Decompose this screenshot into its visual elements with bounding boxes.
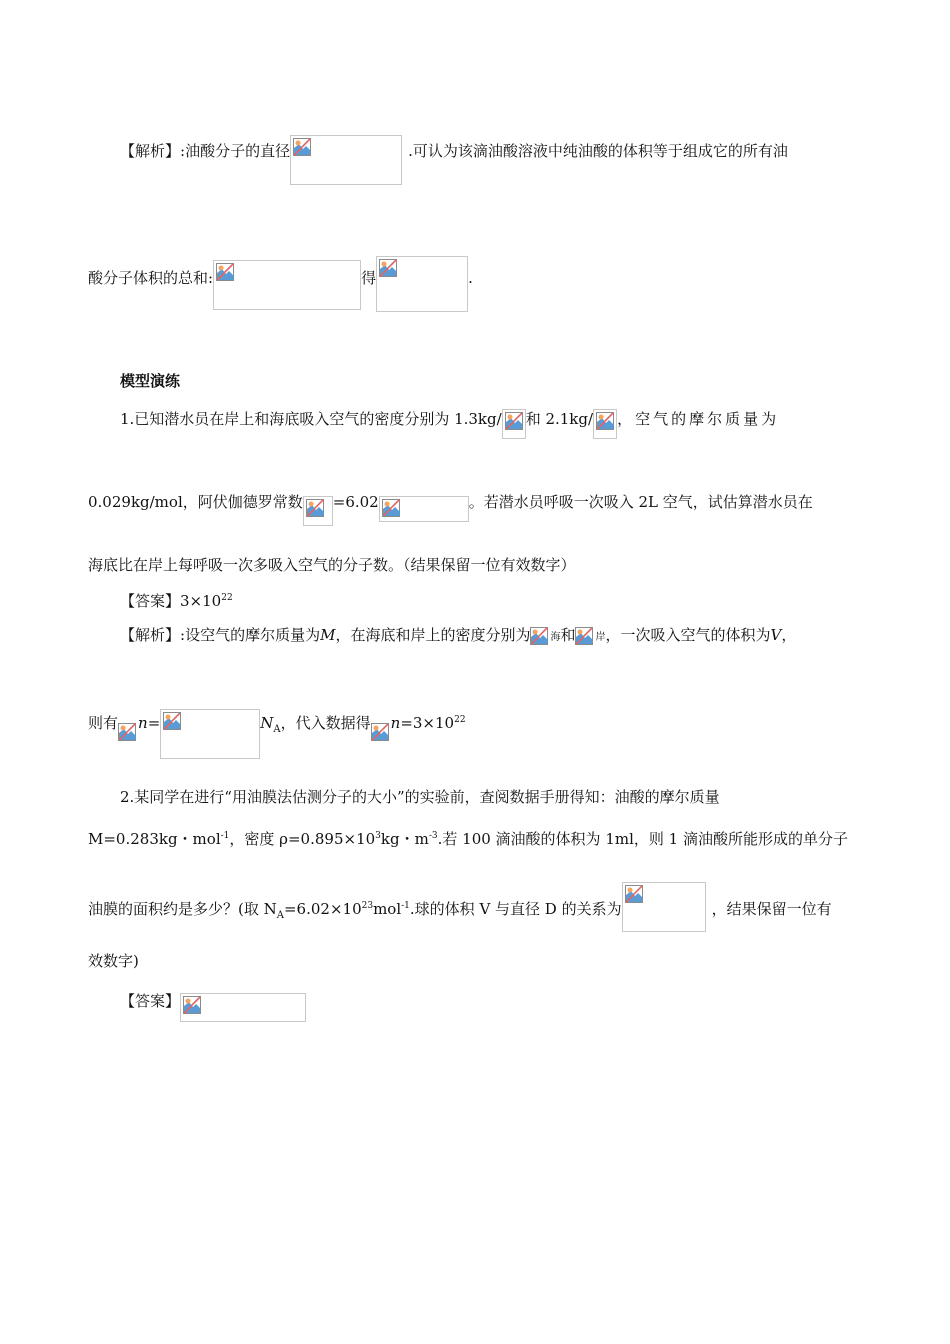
q1-line-3: 海底比在岸上每呼吸一次多吸入空气的分子数。（结果保留一位有效数字）	[88, 556, 576, 574]
q1-analysis: 【解析】:设空气的摩尔质量为M，在海底和岸上的密度分别为 海和 岸，一次吸入空气的体积为V，	[120, 625, 796, 648]
broken-image-icon	[293, 138, 311, 156]
analysis-label: 【解析】	[120, 626, 181, 644]
broken-image-icon	[530, 627, 548, 645]
formula-image	[290, 135, 402, 185]
broken-image-icon	[596, 412, 614, 430]
delta-image	[371, 721, 391, 747]
broken-image-icon	[625, 885, 643, 903]
q1-answer: 【答案】$3\times 10^{22}$	[120, 592, 233, 610]
broken-image-icon	[216, 263, 234, 281]
formula-image	[622, 882, 706, 932]
q2-line-2: M=0.283kg・mol$^{-1}$，密度 $\rho=0.895\times 10^3kg$・$m^{-3}$.若 100 滴油酸的体积为 1ml，则 1 滴油酸所能形成的单分子	[88, 830, 848, 848]
answer-image	[180, 993, 306, 1022]
q2-line-4: 效数字)	[88, 952, 139, 970]
formula-image	[160, 709, 260, 759]
broken-image-icon	[575, 627, 593, 645]
analysis-line-1: 【解析】:油酸分子的直径 .可认为该滴油酸溶液中纯油酸的体积等于组成它的所有油	[120, 141, 788, 191]
formula-image	[213, 260, 361, 310]
broken-image-icon	[382, 499, 400, 517]
q2-line-1: 2.某同学在进行“用油膜法估测分子的大小”的实验前，查阅数据手册得知：油酸的摩尔质量	[120, 788, 720, 806]
delta-image	[118, 721, 138, 747]
analysis-label: 【解析】	[120, 142, 181, 160]
broken-image-icon	[306, 499, 324, 517]
broken-image-icon	[379, 259, 397, 277]
formula-image	[379, 496, 469, 522]
rho-image	[530, 625, 550, 647]
broken-image-icon	[505, 412, 523, 430]
formula-image	[376, 256, 468, 312]
answer-label: 【答案】	[120, 992, 181, 1010]
broken-image-icon	[118, 723, 136, 741]
unit-image	[502, 409, 526, 439]
broken-image-icon	[183, 996, 201, 1014]
broken-image-icon	[163, 712, 181, 730]
analysis-line-2: 酸分子体积的总和: 得 .	[88, 268, 473, 324]
answer-label: 【答案】	[120, 592, 181, 610]
symbol-image	[303, 496, 333, 526]
broken-image-icon	[371, 723, 389, 741]
q1-line-1: 1.已知潜水员在岸上和海底吸入空气的密度分别为 1.3kg/ 和 2.1kg/ ，空气的摩尔质量为	[120, 409, 779, 439]
q2-line-3: 油膜的面积约是多少？(取 $N_A=6.02\times 10^{23}mol^{-1}$.球的体积 V 与直径 D 的关系为 ，结果保留一位有	[88, 899, 832, 949]
rho-image	[575, 625, 595, 647]
q2-answer	[120, 991, 306, 1020]
q1-line-2: 0.029kg/mol，阿伏伽德罗常数 =6.02 。若潜水员呼吸一次吸入 2L 空气，试估算潜水员在	[88, 492, 813, 522]
unit-image	[593, 409, 617, 439]
q1-then: 则有 n= $N_A$，代入数据得 $n=3\times 10^{22}$	[88, 713, 466, 763]
section-title: 模型演练	[120, 372, 181, 390]
